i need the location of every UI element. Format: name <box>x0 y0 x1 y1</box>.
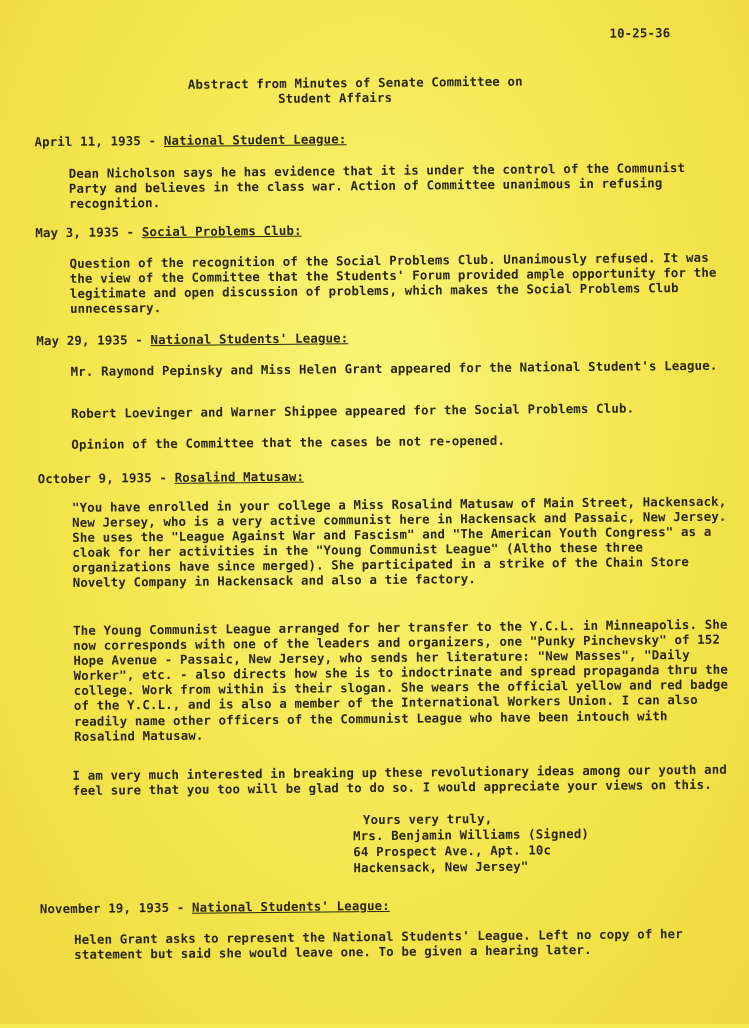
signature-line: Yours very truly, <box>362 810 493 828</box>
signature-line: Hackensack, New Jersey" <box>353 858 529 876</box>
entry-date: October 9, 1935 <box>37 470 152 487</box>
entry-subject: Rosalind Matusaw: <box>174 468 305 485</box>
letter-paragraph: The Young Communist League arranged for her transfer to the Y.C.L. in Minneapolis. She now corresponds with one of the leaders and organizers, one "Punky Pinchevsky" of 152 Hope Avenue - Passaic, New Jersey, who sends her literature: "New Masses", "Daily Worker", etc. - also directs how she is to indoctrinate and spread propaganda thru the college. Work from within is their slogan. She wears the official yellow and red badge of the Y.C.L., and is also a member of the International Workers Union. I can also readily name other officers of the Communist League who have been intouch with Rosalind Matusaw. <box>73 616 729 744</box>
document-title-line-1: Abstract from Minutes of Senate Committee on <box>187 73 523 92</box>
document-date: 10-25-36 <box>609 25 671 41</box>
entry-date: May 3, 1935 <box>35 224 120 241</box>
entry-heading: May 29, 1935 - National Students' League: <box>36 330 349 349</box>
entry-paragraph: Opinion of the Committee that the cases be not re-opened. <box>71 432 506 452</box>
letter-paragraph: "You have enrolled in your college a Miss Rosalind Matusaw of Main Street, Hackensack, New Jersey, who is a very active communist here in Hackensack and Passaic, New Jersey. She uses the "League Against War and Fascism" and "The American Youth Congress" as a cloak for her activities in the "Young Communist League" (Altho these three organizations have since merged). She participated in a strike of the Chain Store Novelty Company in Hackensack and also a tie factory. <box>71 493 727 591</box>
entry-date: April 11, 1935 <box>34 133 142 150</box>
letter-paragraph: I am very much interested in breaking up these revolutionary ideas among our youth and feel sure that you too will be glad to do so. I would appreciate your views on this. <box>72 761 728 799</box>
entry-subject: National Students' League: <box>191 897 390 915</box>
entry-heading: October 9, 1935 - Rosalind Matusaw: <box>37 468 305 487</box>
entry-date: November 19, 1935 <box>39 899 170 917</box>
signature-line: Mrs. Benjamin Williams (Signed) <box>353 825 590 844</box>
entry-subject: National Students' League: <box>150 330 349 348</box>
entry-paragraph: Dean Nicholson says he has evidence that it is under the control of the Communist Party and believes in the class war. Action of Committee unanimous in refusing recognition. <box>68 160 686 212</box>
entry-heading: May 3, 1935 - Social Problems Club: <box>35 222 302 241</box>
signature-block <box>353 809 664 876</box>
entry-paragraph: Mr. Raymond Pepinsky and Miss Helen Grant appeared for the National Student's League. <box>70 357 718 379</box>
signature-line: 64 Prospect Ave., Apt. 10c <box>353 842 552 860</box>
entry-paragraph: Robert Loevinger and Warner Shippee appeared for the Social Problems Club. <box>70 400 635 421</box>
entry-paragraph: Question of the recognition of the Social Problems Club. Unanimously refused. It was the view of the Committee that the Students' Forum provided ample opportunity for the legitimate and open discussion of problems, which makes the Social Problems Club unnecessary. <box>69 249 717 317</box>
document-title-line-2: Student Affairs <box>277 89 393 106</box>
entry-subject: National Student League: <box>163 131 347 149</box>
entry-date: May 29, 1935 <box>36 332 128 349</box>
entry-paragraph: Helen Grant asks to represent the National Students' League. Left no copy of her statement but said she would leave one. To be given a hearing later. <box>74 926 683 962</box>
entry-heading: November 19, 1935 - National Students' League: <box>39 897 390 917</box>
entry-heading: April 11, 1935 - National Student League: <box>34 131 347 150</box>
entry-subject: Social Problems Club: <box>141 222 302 240</box>
